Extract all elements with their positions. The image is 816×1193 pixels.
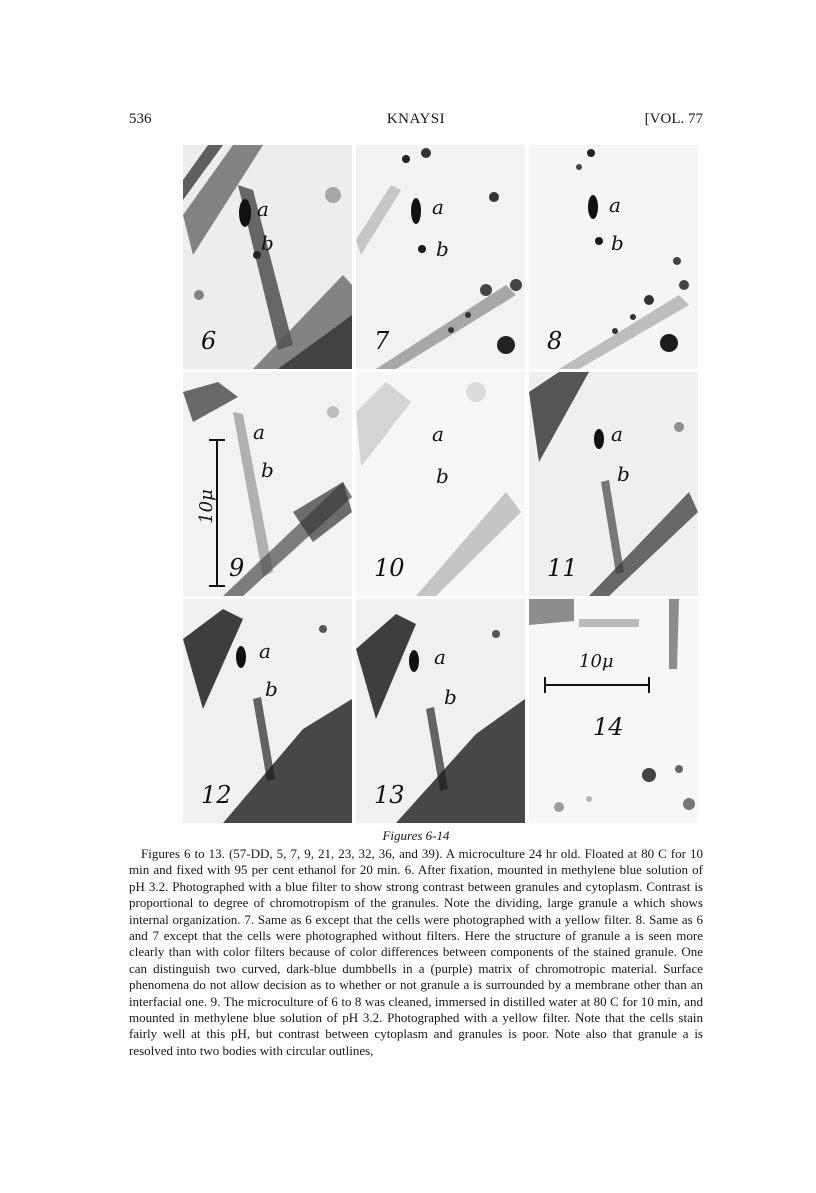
micrograph-panel-12 (183, 599, 352, 823)
granule-b-label: b (436, 464, 449, 488)
micrograph-panel-9 (183, 372, 352, 596)
panel-number: 11 (547, 554, 578, 582)
micrograph-panel-13 (356, 599, 525, 823)
panel-number: 8 (547, 327, 563, 355)
granule-a-label: a (611, 422, 623, 446)
page-number: 536 (129, 111, 152, 127)
scale-bar-horizontal (543, 651, 651, 695)
granule-b-label: b (617, 462, 630, 486)
granule-b-label: b (436, 237, 449, 261)
granule-b-label: b (261, 231, 274, 255)
granule-a-label: a (609, 193, 621, 217)
granule-a-label: a (253, 420, 265, 444)
running-head (129, 111, 703, 133)
figure-caption: Figures 6 to 13. (57-DD, 5, 7, 9, 21, 23, 32, 36, and 39). A microculture 24 hr old. Floated at 80 C for 10 min and fixed with 95 per cent ethanol for 20 min. 6. After fixation, mounted in methylene blue solution of pH 3.2. Photographed with a blue filter to show strong contrast between granules and cytoplasm. Contrast is proportional to degree of chromotropism of the granules. Note the dividing, large granule a which shows internal organization. 7. Same as 6 except that the cells were photographed with a yellow filter. 8. Same as 6 and 7 except that the cells were photographed without filters. Here the structure of granule a is seen more clearly than with color filters because of color differences between components of the stained granule. One can distinguish two curved, dark-blue dumbbells in a (purple) matrix of chromotropic material. Surface phenomena do not allow decision as to whether or not granule a is surrounded by a membrane other than an interfacial one. 9. The microculture of 6 to 8 was cleaned, immersed in distilled water at 80 C for 10 min, and mounted in methylene blue solution of pH 3.2. Photographed with a yellow filter. Note that the cells stain fairly well at this pH, but contrast between cytoplasm and granules is poor. Note also that granule a is resolved into two bodies with circular outlines, (129, 846, 703, 1058)
panel-number: 12 (201, 781, 232, 809)
granule-a-label: a (257, 197, 269, 221)
granule-a-label: a (434, 645, 446, 669)
micrograph-panel-10 (356, 372, 525, 596)
panel-number: 7 (374, 327, 390, 355)
micrograph-panel-6 (183, 145, 352, 369)
volume-label: [VOL. 77 (644, 111, 703, 127)
figure-heading: Figures 6-14 (382, 828, 450, 843)
micrograph-panel-14 (529, 599, 698, 823)
figure-plate (183, 145, 698, 823)
panel-number: 13 (374, 781, 405, 809)
granule-b-label: b (265, 677, 278, 701)
granule-a-label: a (432, 422, 444, 446)
panel-number: 9 (229, 554, 245, 582)
granule-b-label: b (444, 685, 457, 709)
granule-b-label: b (261, 458, 274, 482)
granule-a-label: a (432, 195, 444, 219)
micrograph-image (529, 599, 698, 823)
micrograph-panel-11 (529, 372, 698, 596)
granule-b-label: b (611, 231, 624, 255)
panel-number: 14 (593, 713, 624, 741)
micrograph-panel-8 (529, 145, 698, 369)
panel-number: 6 (201, 327, 217, 355)
running-title: KNAYSI (386, 111, 446, 127)
scale-bar-label: 10μ (579, 651, 614, 672)
granule-a-label: a (259, 639, 271, 663)
panel-number: 10 (374, 554, 405, 582)
scale-bar-label: 10μ (195, 489, 217, 524)
micrograph-panel-7 (356, 145, 525, 369)
